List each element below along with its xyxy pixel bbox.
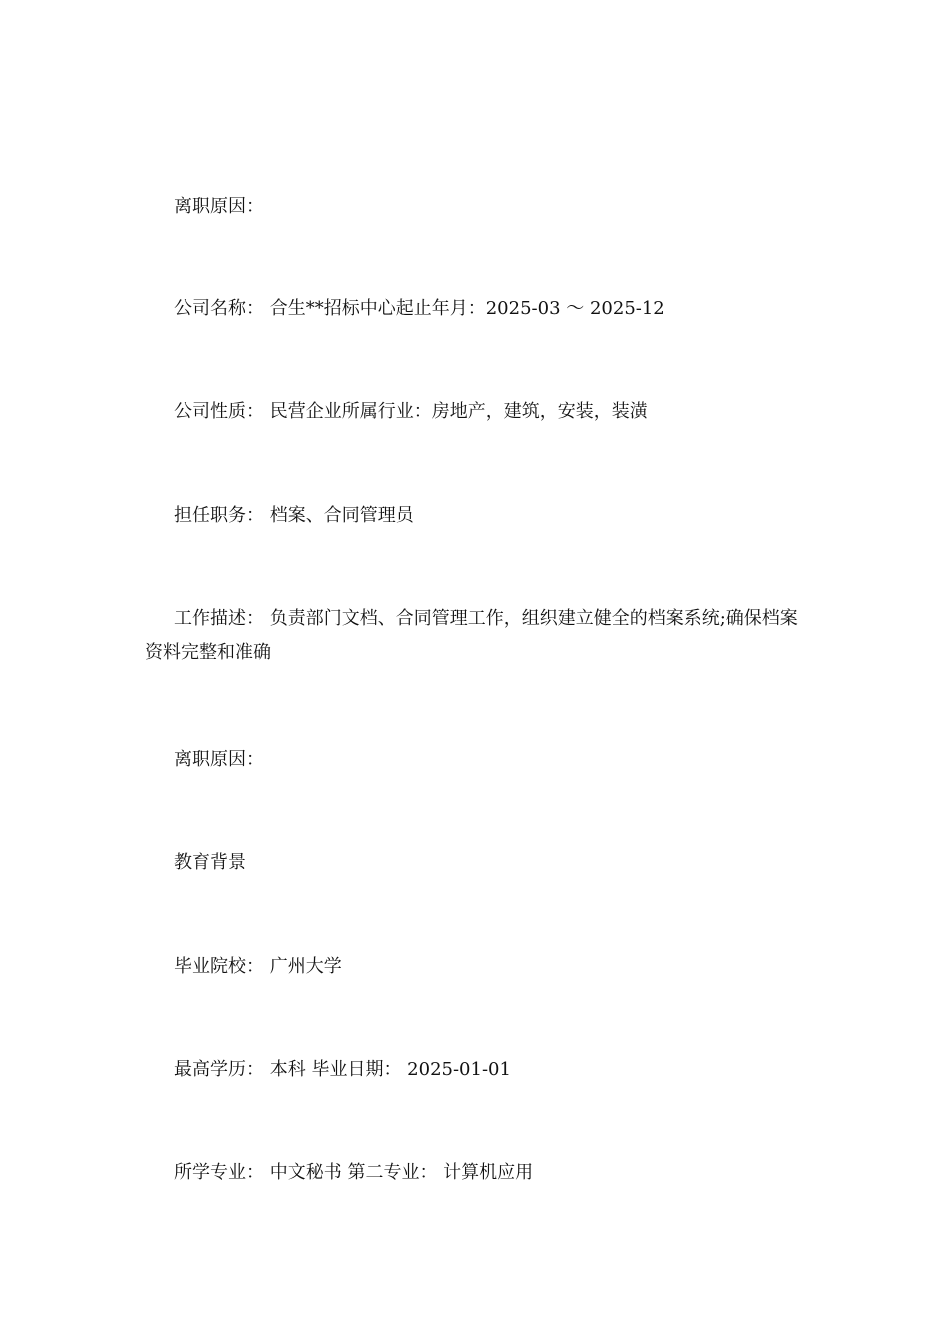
graduated-school: 毕业院校： 广州大学 [174,956,342,977]
company-type-industry: 公司性质： 民营企业所属行业：房地产，建筑，安装，装潢 [174,401,648,422]
job-description: 工作描述： 负责部门文档、合同管理工作，组织建立健全的档案系统;确保档案资料完整和准确 [145,608,798,663]
degree-graduation-date: 最高学历： 本科 毕业日期： 2025-01-01 [174,1059,511,1080]
leaving-reason-2: 离职原因： [174,749,264,770]
leaving-reason-1: 离职原因： [174,196,264,217]
education-heading: 教育背景 [174,852,246,873]
company-name-period: 公司名称： 合生**招标中心起止年月：2025-03 ～ 2025-12 [174,298,665,319]
major-second-major: 所学专业： 中文秘书 第二专业： 计算机应用 [174,1162,534,1183]
job-title: 担任职务： 档案、合同管理员 [174,505,414,526]
